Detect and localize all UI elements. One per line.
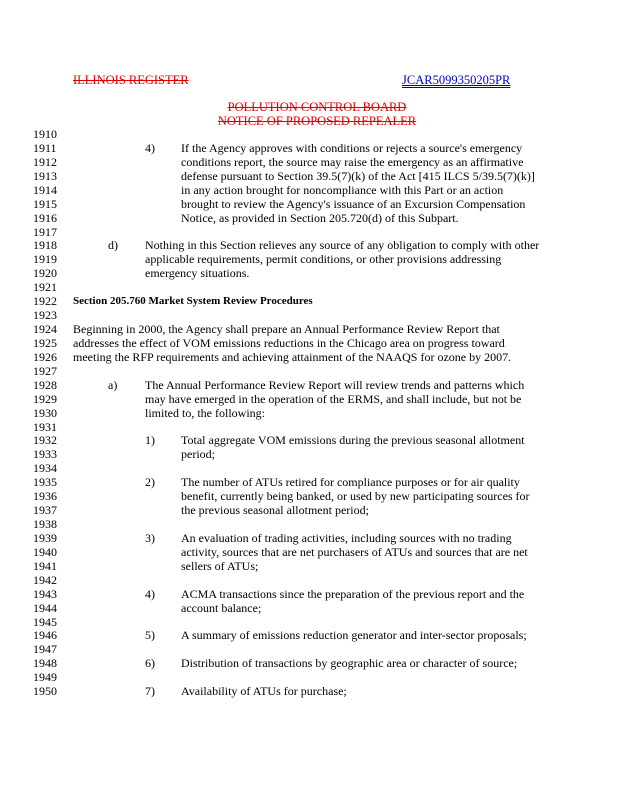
line-number: 1911	[33, 140, 57, 155]
item-label: 4)	[145, 586, 155, 601]
document-line	[0, 517, 618, 531]
document-line	[0, 252, 618, 266]
document-line	[0, 475, 618, 489]
section-heading: Section 205.760 Market System Review Procedures	[73, 295, 313, 308]
document-line	[0, 559, 618, 573]
line-text: brought to review the Agency's issuance of an Excursion Compensation	[181, 196, 526, 211]
line-text: in any action brought for noncompliance with this Part or an action	[181, 182, 504, 197]
line-text: ACMA transactions since the preparation of the previous report and the	[181, 586, 525, 601]
document-line	[0, 615, 618, 629]
line-text: account balance;	[181, 600, 262, 615]
document-line	[0, 545, 618, 559]
document-line	[0, 169, 618, 183]
line-number: 1936	[33, 489, 57, 504]
line-text: meeting the RFP requirements and achieving attainment of the NAAQS for ozone by 2007.	[73, 349, 512, 364]
line-text: Total aggregate VOM emissions during the previous seasonal allotment	[181, 433, 525, 448]
line-number: 1923	[33, 308, 57, 323]
document-line	[0, 461, 618, 475]
line-number: 1926	[33, 349, 57, 364]
line-number: 1937	[33, 503, 57, 518]
document-line	[0, 489, 618, 503]
line-number: 1946	[33, 628, 57, 643]
line-number: 1949	[33, 670, 57, 685]
line-text: If the Agency approves with conditions or rejects a source's emergency	[181, 140, 523, 155]
line-number: 1924	[33, 322, 57, 337]
document-line	[0, 294, 618, 308]
line-number: 1921	[33, 280, 57, 295]
line-text: the previous seasonal allotment period;	[181, 503, 369, 518]
line-text: benefit, currently being banked, or used by new participating sources for	[181, 489, 530, 504]
item-label: 3)	[145, 530, 155, 545]
line-number: 1935	[33, 475, 57, 490]
line-text: period;	[181, 447, 215, 462]
item-label: 1)	[145, 433, 155, 448]
document-line	[0, 684, 618, 698]
line-number: 1914	[33, 182, 57, 197]
document-line	[0, 336, 618, 350]
line-text: An evaluation of trading activities, including sources with no trading	[181, 530, 512, 545]
document-line	[0, 280, 618, 294]
document-line	[0, 392, 618, 406]
line-number: 1931	[33, 419, 57, 434]
line-number: 1939	[33, 530, 57, 545]
document-line	[0, 670, 618, 684]
document-line	[0, 503, 618, 517]
document-line	[0, 197, 618, 211]
line-text: applicable requirements, permit conditions, or other provisions addressing	[145, 252, 502, 267]
document-line	[0, 127, 618, 141]
document-line	[0, 378, 618, 392]
notice-title: NOTICE OF PROPOSED REPEALER	[217, 114, 417, 128]
line-number: 1930	[33, 405, 57, 420]
line-number: 1928	[33, 377, 57, 392]
line-text: may have emerged in the operation of the ERMS, and shall include, but not be	[145, 391, 522, 406]
document-line	[0, 322, 618, 336]
document-line	[0, 225, 618, 239]
item-label: 5)	[145, 628, 155, 643]
line-text: defense pursuant to Section 39.5(7)(k) of the Act [415 ILCS 5/39.5(7)(k)]	[181, 168, 535, 183]
item-label: 7)	[145, 684, 155, 699]
line-text: A summary of emissions reduction generator and inter-sector proposals;	[181, 628, 527, 643]
document-line	[0, 406, 618, 420]
document-line	[0, 211, 618, 225]
line-number: 1950	[33, 684, 57, 699]
register-header: ILLINOIS REGISTER	[73, 73, 189, 87]
line-number: 1942	[33, 572, 57, 587]
line-number: 1913	[33, 168, 57, 183]
line-number: 1932	[33, 433, 57, 448]
line-number: 1948	[33, 656, 57, 671]
item-label: 6)	[145, 656, 155, 671]
line-text: The Annual Performance Review Report will review trends and patterns which	[145, 377, 525, 392]
document-line	[0, 266, 618, 280]
line-text: sellers of ATUs;	[181, 558, 259, 573]
line-text: The number of ATUs retired for compliance purposes or for air quality	[181, 475, 520, 490]
document-line	[0, 433, 618, 447]
line-text: Distribution of transactions by geographic area or character of source;	[181, 656, 518, 671]
document-line	[0, 573, 618, 587]
line-number: 1927	[33, 363, 57, 378]
document-line	[0, 350, 618, 364]
item-label: a)	[108, 377, 118, 392]
line-number: 1912	[33, 154, 57, 169]
document-line	[0, 308, 618, 322]
line-number: 1941	[33, 558, 57, 573]
line-number: 1929	[33, 391, 57, 406]
line-number: 1925	[33, 335, 57, 350]
document-line	[0, 642, 618, 656]
line-text: Notice, as provided in Section 205.720(d) of this Subpart.	[181, 210, 459, 225]
item-label: 4)	[145, 140, 155, 155]
line-text: limited to, the following:	[145, 405, 265, 420]
line-number: 1944	[33, 600, 57, 615]
line-number: 1938	[33, 517, 57, 532]
document-line	[0, 420, 618, 434]
document-line	[0, 364, 618, 378]
line-number: 1917	[33, 224, 57, 239]
line-number: 1916	[33, 210, 57, 225]
document-line	[0, 531, 618, 545]
line-number: 1919	[33, 252, 57, 267]
document-line	[0, 587, 618, 601]
line-text: emergency situations.	[145, 266, 250, 281]
jcar-code-link[interactable]: JCAR5099350205PR	[402, 73, 511, 87]
line-number: 1918	[33, 238, 57, 253]
item-label: d)	[108, 238, 118, 253]
line-text: Availability of ATUs for purchase;	[181, 684, 347, 699]
line-number: 1940	[33, 544, 57, 559]
document-line	[0, 183, 618, 197]
document-line	[0, 628, 618, 642]
line-number: 1910	[33, 127, 57, 141]
line-number: 1915	[33, 196, 57, 211]
line-text: Nothing in this Section relieves any source of any obligation to comply with other	[145, 238, 540, 253]
line-number: 1920	[33, 266, 57, 281]
line-text: Beginning in 2000, the Agency shall prepare an Annual Performance Review Report that	[73, 322, 500, 337]
board-title: POLLUTION CONTROL BOARD	[227, 100, 407, 114]
document-line	[0, 155, 618, 169]
line-text: conditions report, the source may raise the emergency as an affirmative	[181, 154, 524, 169]
document-line	[0, 238, 618, 252]
line-text: addresses the effect of VOM emissions reductions in the Chicago area on progress toward	[73, 335, 505, 350]
document-line	[0, 601, 618, 615]
document-line	[0, 141, 618, 155]
line-number: 1943	[33, 586, 57, 601]
line-number: 1922	[33, 294, 57, 309]
line-number: 1934	[33, 461, 57, 476]
document-line	[0, 656, 618, 670]
document-line	[0, 447, 618, 461]
line-text: activity, sources that are net purchasers of ATUs and sources that are net	[181, 544, 528, 559]
line-number: 1947	[33, 642, 57, 657]
line-number: 1933	[33, 447, 57, 462]
line-number: 1945	[33, 614, 57, 629]
item-label: 2)	[145, 475, 155, 490]
